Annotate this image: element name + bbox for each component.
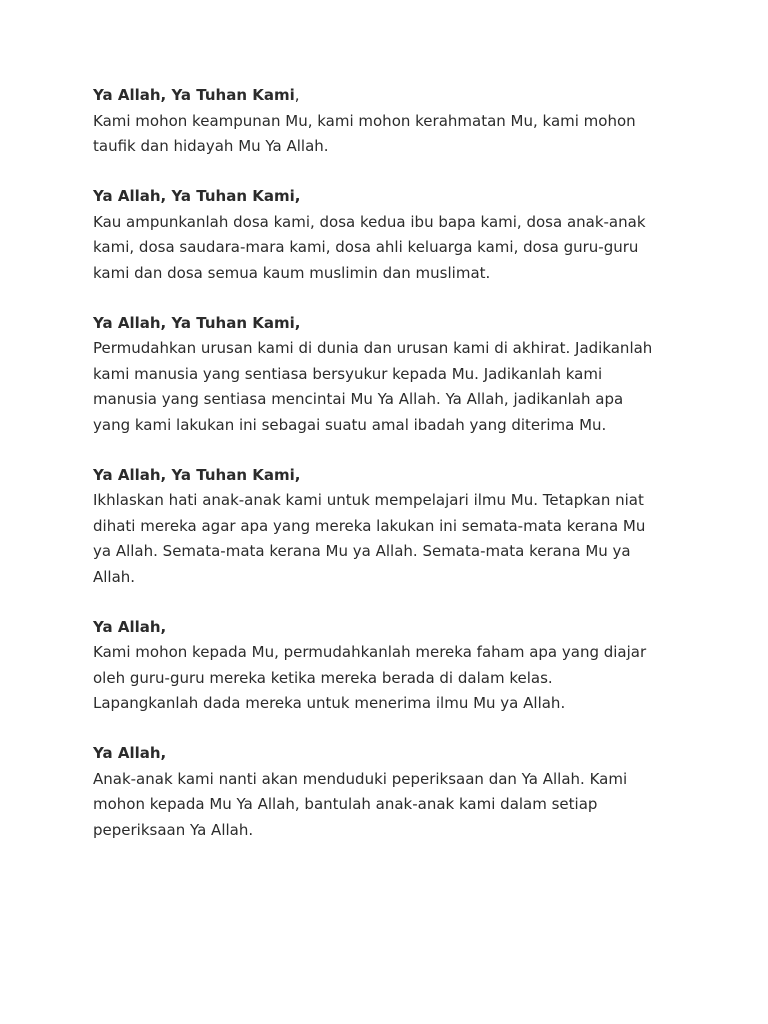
text-line: Permudahkan urusan kami di dunia dan urusan kami di akhirat. Jadikanlah bbox=[93, 339, 653, 357]
heading-comma: , bbox=[294, 86, 300, 104]
prayer-stanza-5 bbox=[93, 615, 693, 717]
text-line: Anak-anak kami nanti akan menduduki peperiksaan dan Ya Allah. Kami bbox=[93, 769, 628, 788]
stanza-body bbox=[93, 640, 693, 717]
text-line: ya Allah. Semata-mata kerana Mu ya Allah. Semata-mata kerana Mu ya bbox=[93, 542, 631, 560]
text-line: dihati mereka agar apa yang mereka lakukan ini semata-mata kerana Mu bbox=[93, 516, 646, 535]
stanza-heading: Ya Allah, Ya Tuhan Kami, bbox=[93, 86, 300, 104]
text-line: kami, dosa saudara-mara kami, dosa ahli keluarga kami, dosa guru-guru bbox=[93, 238, 639, 256]
prayer-stanza-6 bbox=[93, 741, 693, 843]
text-line: oleh guru-guru mereka ketika mereka berada di dalam kelas. bbox=[93, 668, 553, 687]
text-line: Lapangkanlah dada mereka untuk menerima ilmu Mu ya Allah. bbox=[93, 694, 566, 712]
prayer-stanza-3 bbox=[93, 311, 693, 439]
text-line: manusia yang sentiasa mencintai Mu Ya Allah. Ya Allah, jadikanlah apa bbox=[93, 390, 624, 408]
text-line: kami manusia yang sentiasa bersyukur kepada Mu. Jadikanlah kami bbox=[93, 364, 603, 383]
text-line: Allah. bbox=[93, 567, 136, 586]
prayer-stanza-2 bbox=[93, 184, 693, 286]
text-line: kami dan dosa semua kaum muslimin dan muslimat. bbox=[93, 263, 491, 282]
stanza-body bbox=[93, 109, 693, 160]
stanza-heading: Ya Allah, Ya Tuhan Kami, bbox=[93, 465, 301, 484]
stanza-heading: Ya Allah, Ya Tuhan Kami, bbox=[93, 313, 301, 332]
prayer-stanza-4 bbox=[93, 463, 693, 591]
stanza-heading: Ya Allah, Ya Tuhan Kami, bbox=[93, 187, 301, 205]
document-page bbox=[93, 83, 693, 868]
text-line: mohon kepada Mu Ya Allah, bantulah anak-anak kami dalam setiap bbox=[93, 795, 598, 813]
text-line: Ikhlaskan hati anak-anak kami untuk mempelajari ilmu Mu. Tetapkan niat bbox=[93, 491, 644, 509]
stanza-body bbox=[93, 488, 693, 590]
stanza-heading: Ya Allah, bbox=[93, 744, 167, 762]
stanza-body bbox=[93, 210, 693, 287]
text-line: Kami mohon keampunan Mu, kami mohon kerahmatan Mu, kami mohon bbox=[93, 111, 636, 130]
text-line: Kau ampunkanlah dosa kami, dosa kedua ibu bapa kami, dosa anak-anak bbox=[93, 212, 646, 231]
text-line: taufik dan hidayah Mu Ya Allah. bbox=[93, 137, 329, 155]
text-line: yang kami lakukan ini sebagai suatu amal ibadah yang diterima Mu. bbox=[93, 415, 607, 434]
text-line: peperiksaan Ya Allah. bbox=[93, 820, 254, 839]
prayer-stanza-1 bbox=[93, 83, 693, 160]
stanza-body bbox=[93, 336, 693, 438]
stanza-heading: Ya Allah, bbox=[93, 617, 167, 636]
stanza-body bbox=[93, 767, 693, 844]
text-line: Kami mohon kepada Mu, permudahkanlah mereka faham apa yang diajar bbox=[93, 643, 647, 661]
